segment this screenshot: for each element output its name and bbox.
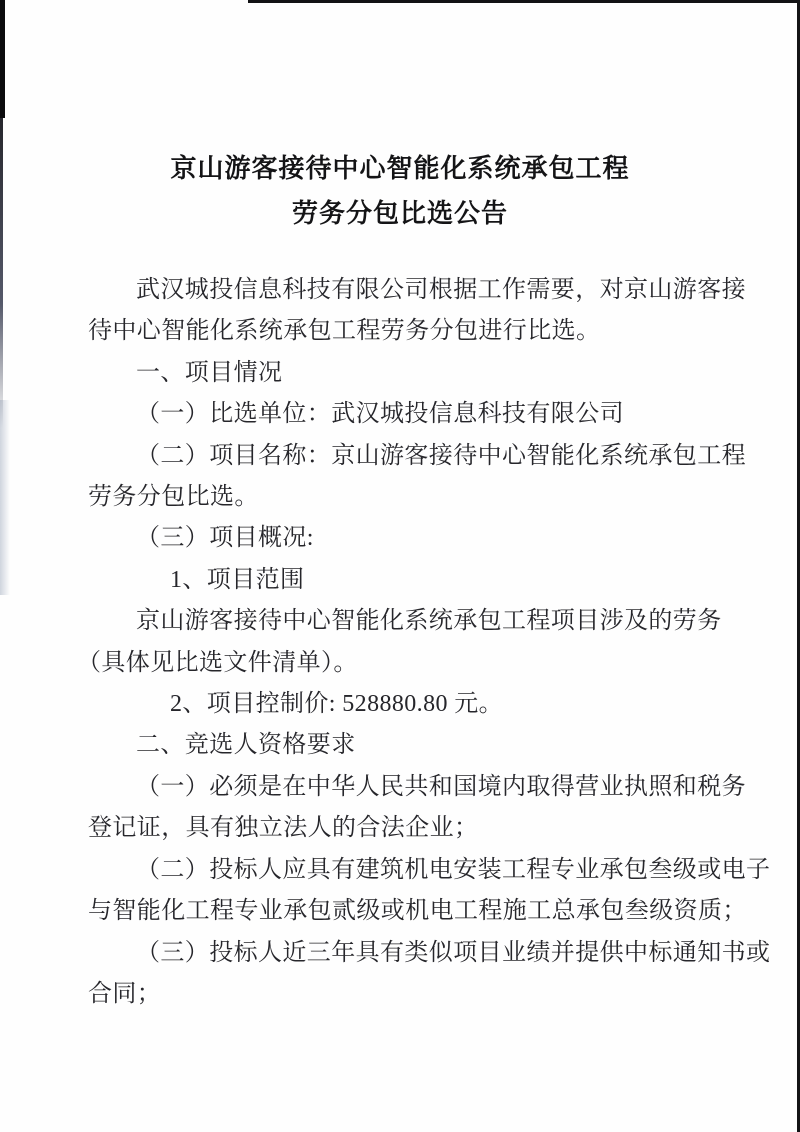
document-line: 1、项目范围 <box>170 566 305 593</box>
document-line: 登记证，具有独立法人的合法企业； <box>88 815 479 842</box>
document-line: 合同； <box>88 980 162 1007</box>
document-line: （一）必须是在中华人民共和国境内取得营业执照和税务 <box>136 773 746 800</box>
document-line: （三）投标人近三年具有类似项目业绩并提供中标通知书或 <box>136 939 771 966</box>
document-line: 与智能化工程专业承包贰级或机电工程施工总承包叁级资质； <box>88 898 747 925</box>
scan-artifact-left-smudge <box>0 400 10 595</box>
document-line: 武汉城投信息科技有限公司根据工作需要，对京山游客接 <box>136 277 746 303</box>
document-body <box>77 270 771 1015</box>
document-line: （一）比选单位：武汉城投信息科技有限公司 <box>136 401 624 428</box>
document-line: 劳务分包比选。 <box>88 484 259 511</box>
document-line: 京山游客接待中心智能化系统承包工程项目涉及的劳务 <box>136 608 722 635</box>
document-line: 待中心智能化系统承包工程劳务分包进行比选。 <box>88 318 601 345</box>
document-line: 二、竞选人资格要求 <box>136 732 356 759</box>
document-line: （三）项目概况: <box>136 525 314 552</box>
document-line: （具体见比选文件清单）。 <box>77 649 358 676</box>
document-title <box>0 146 800 236</box>
document-title-line-1: 京山游客接待中心智能化系统承包工程 <box>170 154 630 183</box>
document-title-line-2: 劳务分包比选公告 <box>291 199 508 228</box>
document-line: （二）项目名称：京山游客接待中心智能化系统承包工程 <box>136 442 746 469</box>
document-line: 2、项目控制价: 528880.80 元。 <box>170 691 504 718</box>
document-line: 一、项目情况 <box>136 359 283 386</box>
scan-artifact-left-top-bar <box>0 0 5 118</box>
scan-artifact-top-line <box>248 0 800 3</box>
document-line: （二）投标人应具有建筑机电安装工程专业承包叁级或电子 <box>136 856 771 883</box>
